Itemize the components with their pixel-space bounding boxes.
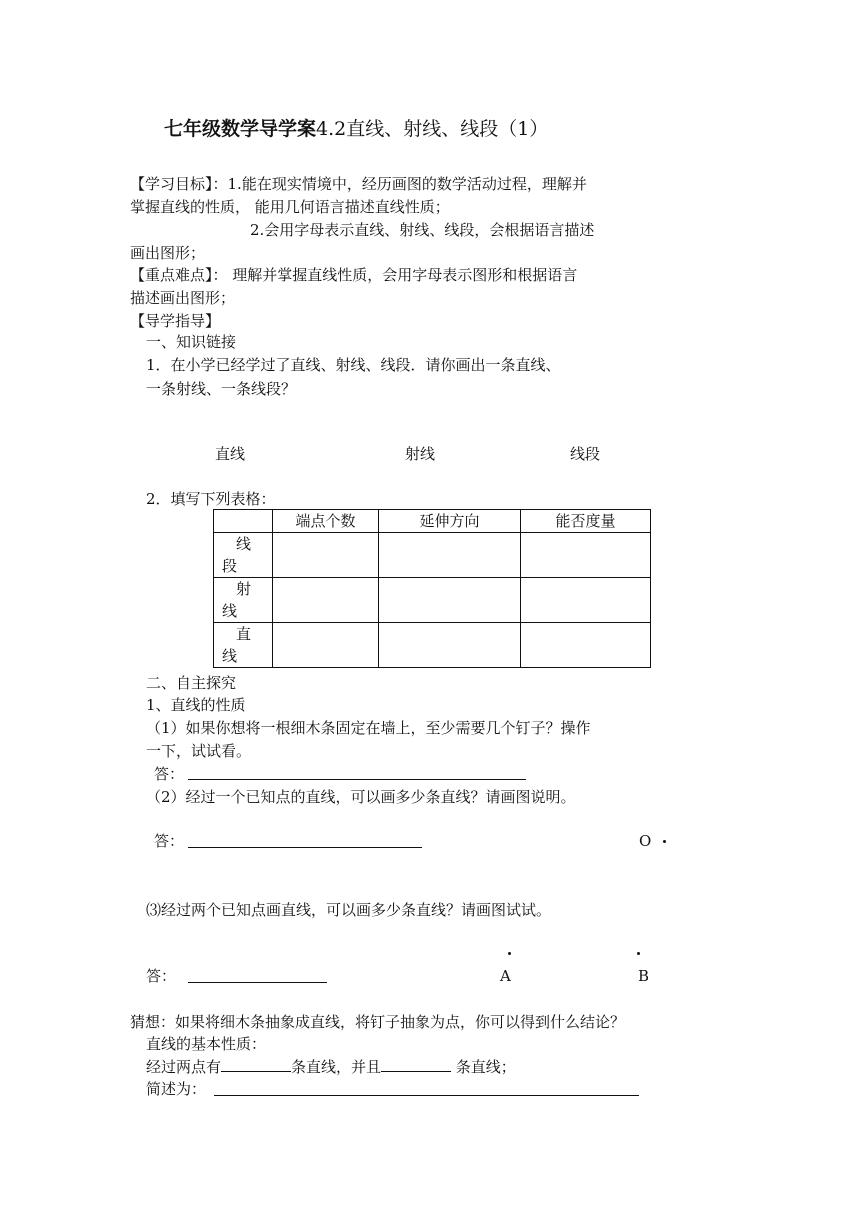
- summary-blank[interactable]: [214, 1095, 639, 1096]
- objectives-line-4: 画出图形；: [130, 244, 206, 262]
- table-cell[interactable]: [521, 578, 651, 623]
- problem3: ⑶经过两个已知点画直线，可以画多少条直线？请画图试试。: [146, 901, 552, 919]
- summary-label: 简述为：: [146, 1080, 207, 1098]
- problem1-line-1: （1）如果你想将一根细木条固定在墙上，至少需要几个钉子？操作: [146, 719, 591, 737]
- answer-label-1: 答：: [154, 765, 185, 783]
- table-cell[interactable]: [521, 533, 651, 578]
- basic-property-heading: 直线的基本性质：: [146, 1035, 267, 1053]
- page-title: [164, 116, 548, 142]
- question1-line-2: 一条射线、一条线段？: [146, 380, 297, 398]
- table-row: [214, 623, 651, 668]
- draw-label-segment: 线段: [570, 445, 601, 463]
- fill-blank-2[interactable]: [381, 1055, 451, 1072]
- table-cell[interactable]: [273, 623, 379, 668]
- guess-text: 猜想：如果将细木条抽象成直线，将钉子抽象为点，你可以得到什么结论？: [130, 1013, 626, 1031]
- problem2: （2）经过一个已知点的直线，可以画多少条直线？请画图说明。: [146, 788, 576, 806]
- point-a-dot: [508, 952, 511, 955]
- table-cell[interactable]: [379, 533, 521, 578]
- table-row: [214, 578, 651, 623]
- guide-heading: 【导学指导】: [130, 312, 221, 330]
- fill-sentence: 经过两点有 条直线，并且 条直线；: [146, 1055, 516, 1078]
- table-header-cell: 能否度量: [521, 510, 651, 533]
- table-cell[interactable]: [379, 578, 521, 623]
- key-points-line-1: 【重点难点】： 理解并掌握直线性质，会用字母表示图形和根据语言: [130, 266, 578, 284]
- answer-blank-1[interactable]: [188, 779, 526, 780]
- table-cell[interactable]: [521, 623, 651, 668]
- table-header-cell: 端点个数: [273, 510, 379, 533]
- answer-blank-3[interactable]: [188, 982, 327, 983]
- row-label-segment: 线 段: [214, 533, 273, 578]
- answer-label-2: 答：: [154, 832, 185, 850]
- table-cell[interactable]: [273, 533, 379, 578]
- title-normal: 4.2直线、射线、线段（1）: [316, 118, 549, 140]
- table-cell[interactable]: [379, 623, 521, 668]
- section2-sub1: 1、直线的性质: [146, 696, 246, 714]
- section1-heading: 一、知识链接: [146, 333, 237, 351]
- key-points-label: 【重点难点】: [130, 266, 213, 284]
- point-b-label: B: [638, 967, 650, 985]
- row-label-line: 直 线: [214, 623, 273, 668]
- point-a-label: A: [500, 967, 511, 985]
- properties-table: [213, 509, 651, 668]
- question1-line-1: 1．在小学已经学过了直线、射线、线段．请你画出一条直线、: [146, 356, 561, 374]
- section2-heading: 二、自主探究: [146, 674, 237, 692]
- objectives-line-1: 【学习目标】：1.能在现实情境中，经历画图的数学活动过程，理解并: [130, 175, 587, 193]
- fill-blank-1[interactable]: [221, 1055, 291, 1072]
- key-points-line-2: 描述画出图形；: [130, 289, 236, 307]
- problem1-line-2: 一下，试试看。: [146, 742, 252, 760]
- draw-label-line: 直线: [215, 445, 246, 463]
- point-o-label: O: [639, 832, 652, 850]
- table-header-cell: 延伸方向: [379, 510, 521, 533]
- objectives-line-2: 掌握直线的性质， 能用几何语言描述直线性质；: [130, 198, 450, 216]
- table-cell[interactable]: [273, 578, 379, 623]
- answer-label-3: 答：: [146, 967, 177, 985]
- answer-blank-2[interactable]: [188, 847, 422, 848]
- draw-label-ray: 射线: [405, 445, 436, 463]
- table-row: [214, 533, 651, 578]
- point-b-dot: [637, 952, 640, 955]
- table-header-cell: [214, 510, 273, 533]
- title-bold: 七年级数学导学案: [164, 118, 317, 140]
- row-label-ray: 射 线: [214, 578, 273, 623]
- objectives-label: 【学习目标】: [130, 175, 213, 193]
- point-o-dot: [663, 840, 666, 843]
- question2: 2．填写下列表格：: [146, 490, 276, 508]
- table-header-row: [214, 510, 651, 533]
- objectives-line-3: 2.会用字母表示直线、射线、线段，会根据语言描述: [250, 221, 595, 239]
